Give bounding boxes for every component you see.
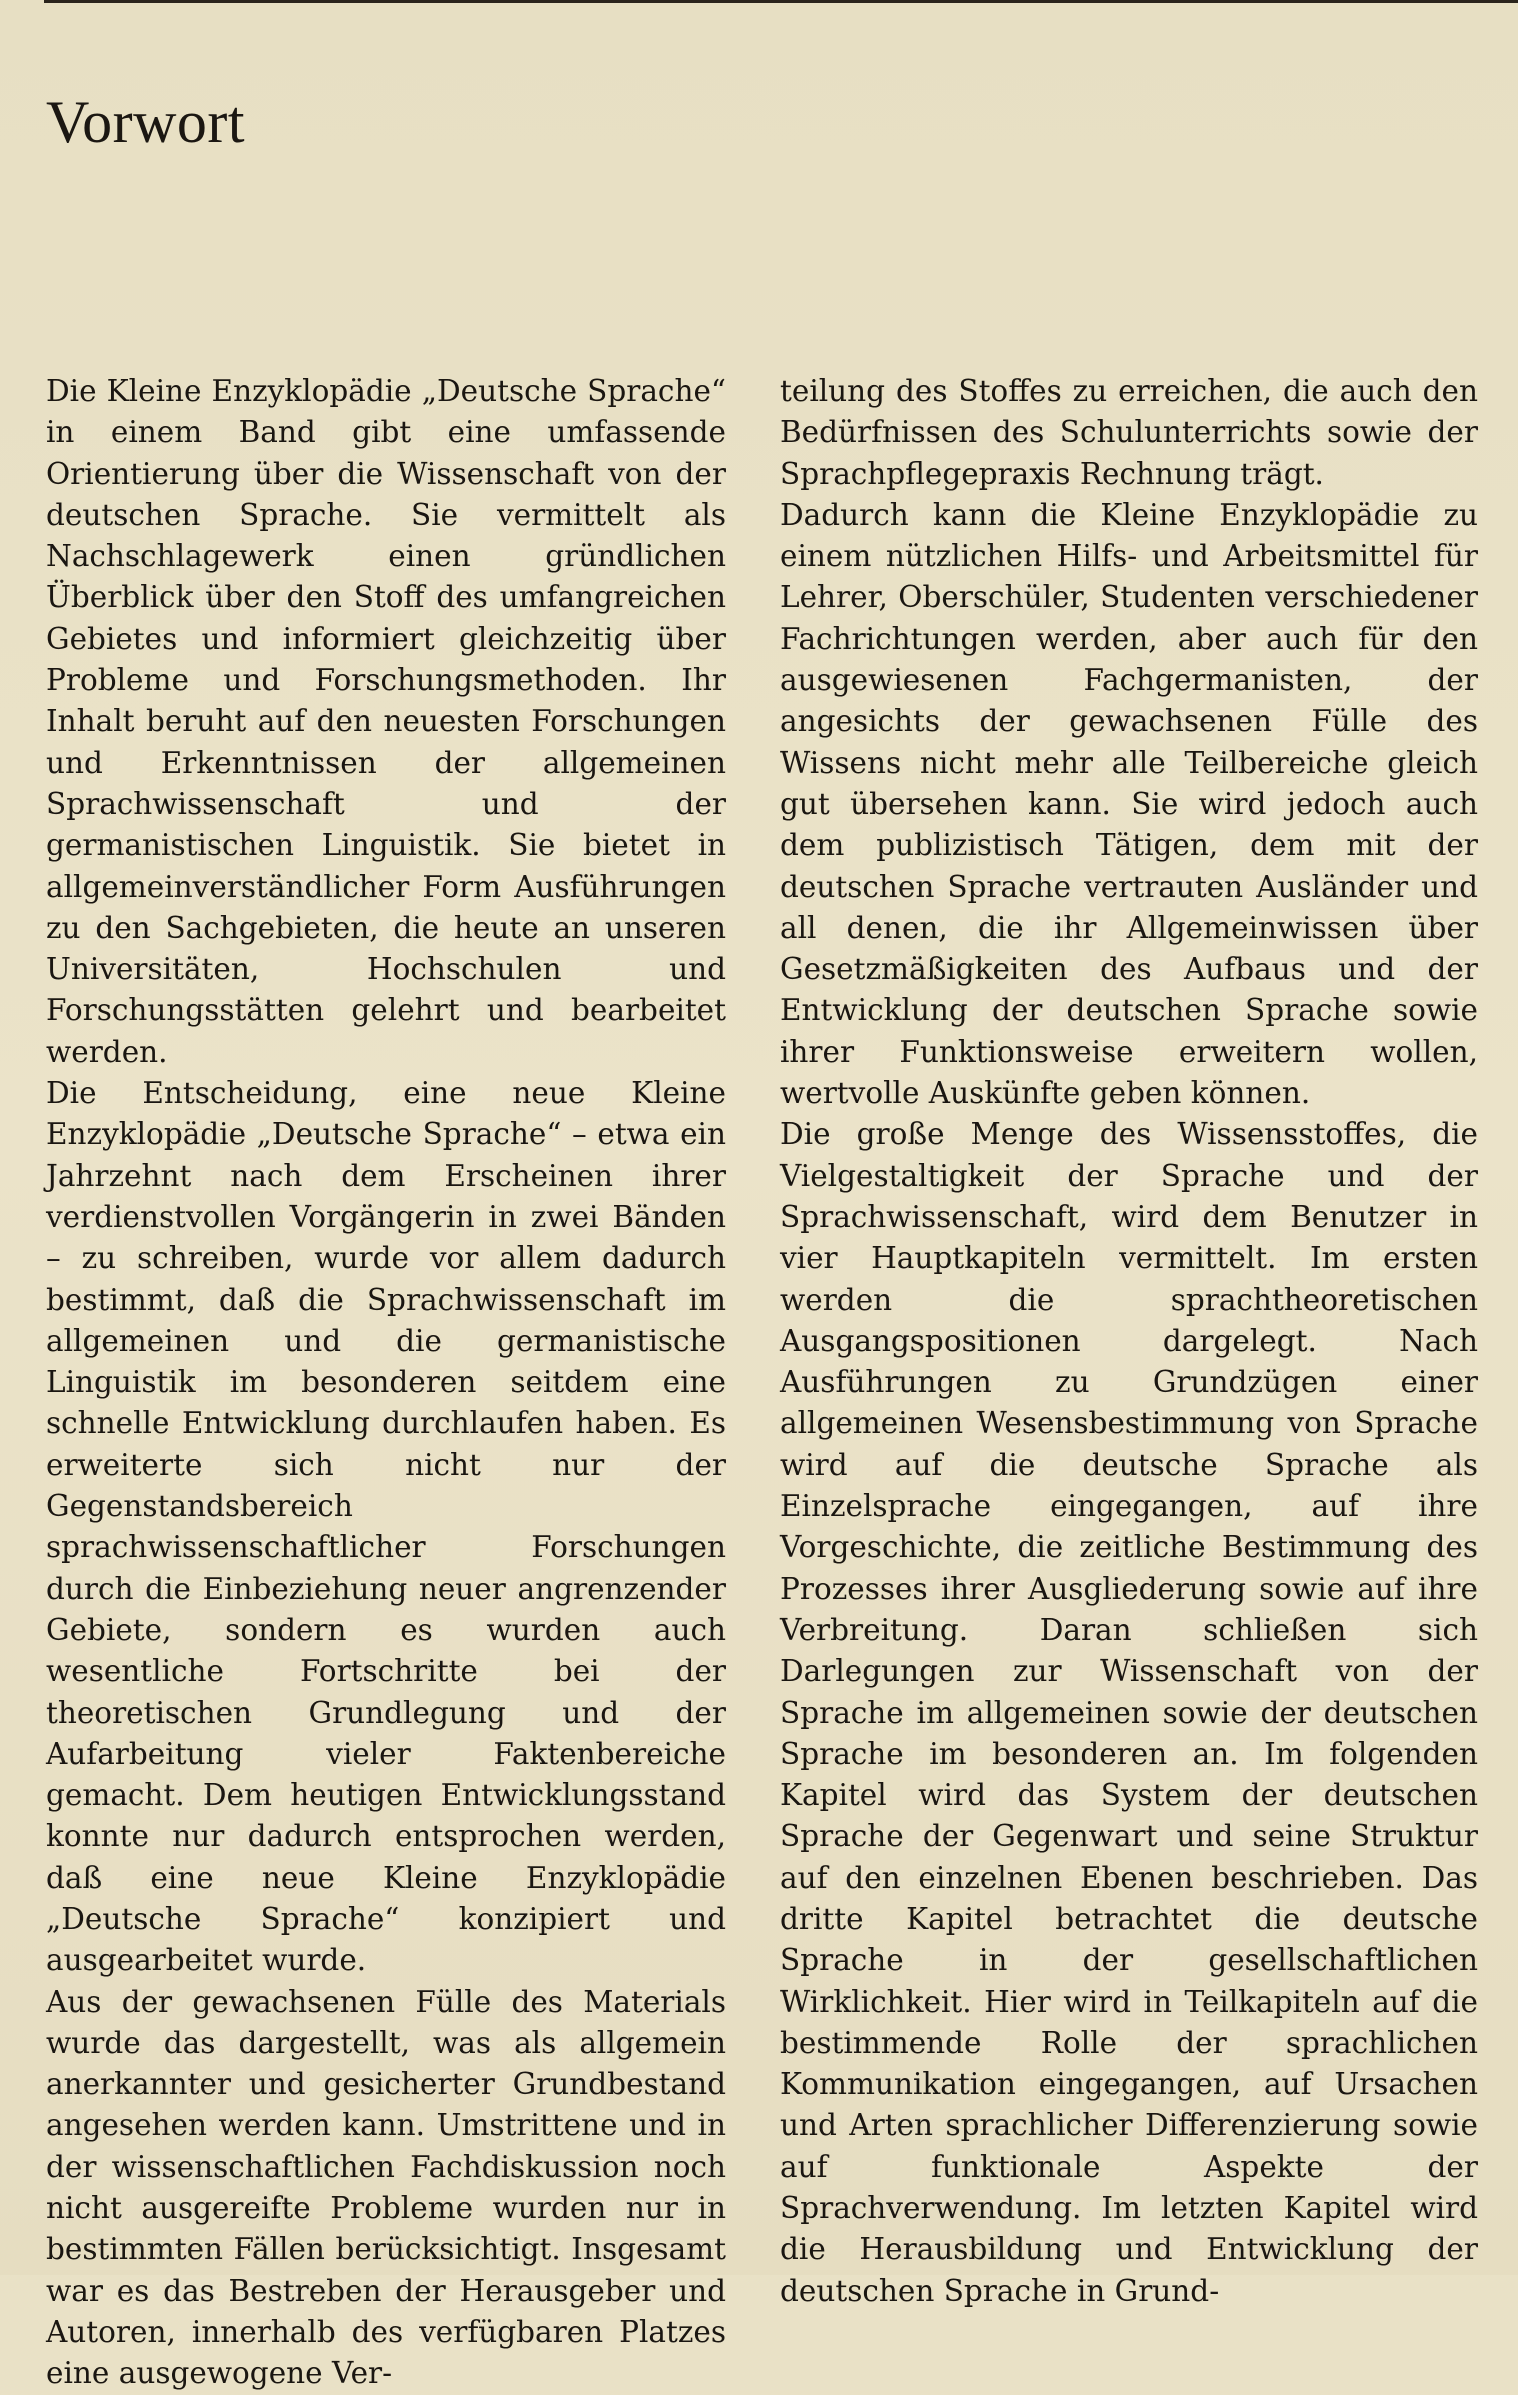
top-rule <box>44 0 1518 3</box>
paragraph: Dadurch kann die Kleine Enzyklopädie zu einem nützlichen Hilfs- und Arbeitsmittel für Lehrer, Oberschüler, Studenten verschiedener Fachrichtungen werden, aber auch für den ausgewiesenen Fachgermanisten, der angesichts der gewachsenen Fülle des Wissens nicht mehr alle Teilbereiche gleich gut übersehen kann. Sie wird jedoch auch dem publizistisch Tätigen, dem mit der deutschen Sprache vertrauten Ausländer und all denen, die ihr Allgemeinwissen über Gesetzmäßigkeiten des Aufbaus und der Entwicklung der deutschen Sprache sowie ihrer Funktionsweise erweitern wollen, wertvolle Auskünfte geben können. <box>780 497 1478 1111</box>
paragraph: Aus der gewachsenen Fülle des Materials wurde das dargestellt, was als allgemein anerkannter und gesicherter Grundbestand angesehen werden kann. Umstrittene und in der wissenschaftlichen Fachdiskussion noch nicht ausgereifte Probleme wurden nur in bestimmten Fällen berücksichtigt. Insgesamt war es das Bestreben der Herausgeber und Autoren, innerhalb des verfügbaren Platzes eine ausgewogene Ver- <box>46 1984 726 2391</box>
page-title: Vorwort <box>46 89 246 156</box>
paragraph: Die große Menge des Wissensstoffes, die Vielgestaltigkeit der Sprache und der Sprachwissenschaft, wird dem Benutzer in vier Hauptkapiteln vermittelt. Im ersten werden die sprachtheoretischen Ausgangspositionen dargelegt. Nach Ausführungen zu Grundzügen einer allgemeinen Wesensbestimmung von Sprache wird auf die deutsche Sprache als Einzelsprache eingegangen, auf ihre Vorgeschichte, die zeitliche Bestimmung des Prozesses ihrer Ausgliederung sowie auf ihre Verbreitung. Daran schließen sich Darlegungen zur Wissenschaft von der Sprache im allgemeinen sowie der deutschen Sprache im besonderen an. Im folgenden Kapitel wird das System der deutschen Sprache der Gegenwart und seine Struktur auf den einzelnen Ebenen beschrieben. Das dritte Kapitel betrachtet die deutsche Sprache in der gesellschaftlichen Wirklichkeit. Hier wird in Teilkapiteln auf die bestimmende Rolle der sprachlichen Kommunikation eingegangen, auf Ursachen und Arten sprachlicher Differenzierung sowie auf funktionale Aspekte der Sprachverwendung. Im letzten Kapitel wird die Herausbildung und Entwicklung der deutschen Sprache in Grund- <box>780 1117 1478 2308</box>
paragraph: Die Kleine Enzyklopädie „Deutsche Sprache“ in einem Band gibt eine umfassende Orientierung über die Wissenschaft von der deutschen Sprache. Sie vermittelt als Nachschlagewerk einen gründlichen Überblick über den Stoff des umfangreichen Gebietes und informiert gleichzeitig über Probleme und Forschungsmethoden. Ihr Inhalt beruht auf den neuesten Forschungen und Erkenntnissen der allgemeinen Sprachwissenschaft und der germanistischen Linguistik. Sie bietet in allgemeinverständlicher Form Ausführungen zu den Sachgebieten, die heute an unseren Universitäten, Hochschulen und Forschungsstätten gelehrt und bearbeitet werden. <box>46 374 726 1069</box>
paragraph: Die Entscheidung, eine neue Kleine Enzyklopädie „Deutsche Sprache“ – etwa ein Jahrzehnt nach dem Erscheinen ihrer verdienstvollen Vorgängerin in zwei Bänden – zu schreiben, wurde vor allem dadurch bestimmt, daß die Sprachwissenschaft im allgemeinen und die germanistische Linguistik im besonderen seitdem eine schnelle Entwicklung durchlaufen haben. Es erweiterte sich nicht nur der Gegenstandsbereich sprachwissenschaftlicher Forschungen durch die Einbeziehung neuer angrenzender Gebiete, sondern es wurden auch wesentliche Fortschritte bei der theoretischen Grundlegung und der Aufarbeitung vieler Faktenbereiche gemacht. Dem heutigen Entwicklungsstand konnte nur dadurch entsprochen werden, daß eine neue Kleine Enzyklopädie „Deutsche Sprache“ konzipiert und ausgearbeitet wurde. <box>46 1076 726 1978</box>
left-column <box>46 371 726 2395</box>
right-column <box>780 371 1478 2312</box>
paragraph: teilung des Stoffes zu erreichen, die auch den Bedürfnissen des Schulunterrichts sowie der Sprachpflegepraxis Rechnung trägt. <box>780 374 1478 491</box>
